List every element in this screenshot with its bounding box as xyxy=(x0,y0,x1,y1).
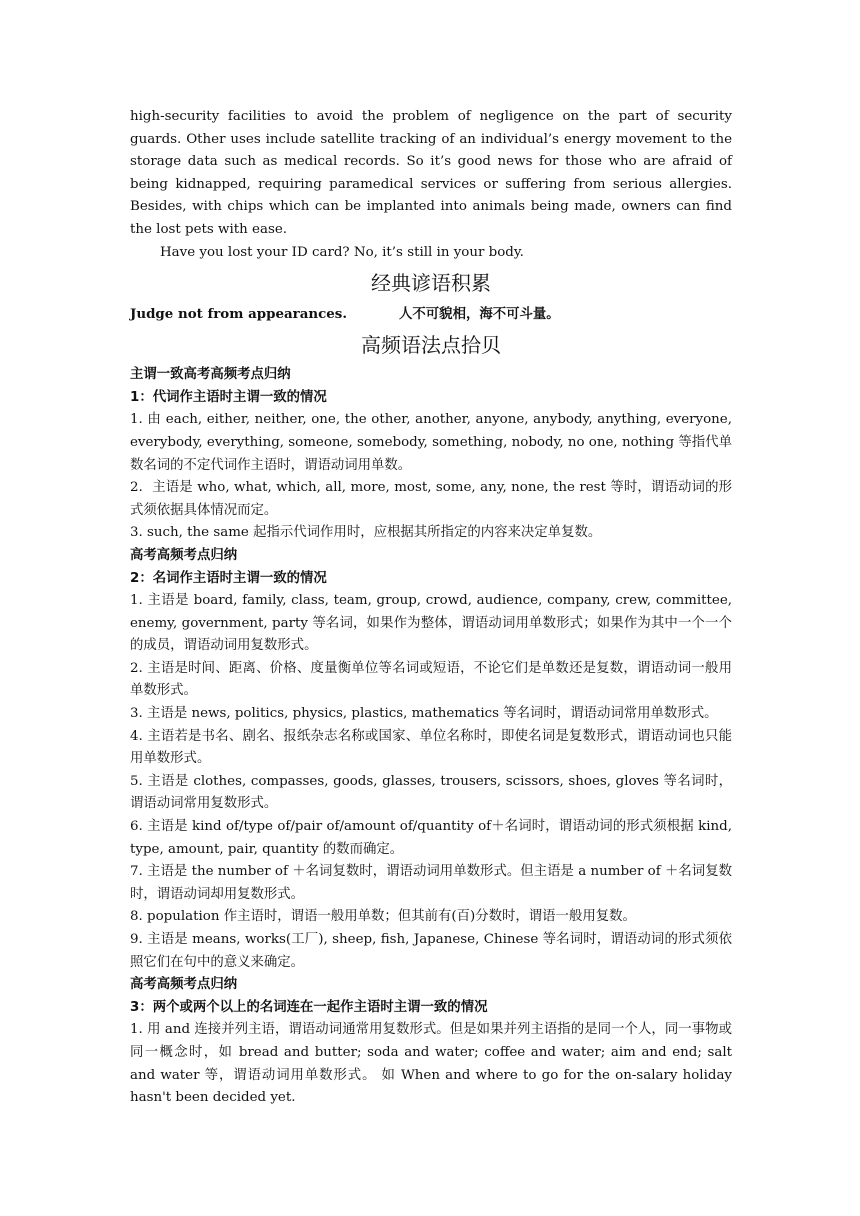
section-2-item: 9. 主语是 means, works(工厂), sheep, fish, Japanese, Chinese 等名词时，谓语动词的形式须依照它们在句中的意义来确定。 xyxy=(130,932,732,970)
section-1-item: 1. 由 each, either, neither, one, the other, another, anyone, anybody, anything, everyone, everybody, everything, someone, somebody, something, nobody, no one, nothing 等指代单数名词的不定代词作主语时，谓语动词用单数。 xyxy=(130,412,732,473)
section-3-label: 高考高频考点归纳 xyxy=(130,977,238,993)
grammar-section-title: 高频语法点拾贝 xyxy=(361,333,501,358)
proverb-chinese: 人不可貌相，海不可斗量。 xyxy=(399,306,560,323)
section-2-item: 8. population 作主语时，谓语一般用单数；但其前有(百)分数时，谓语一般用复数。 xyxy=(130,909,636,925)
section-2-item: 1. 主语是 board, family, class, team, group, crowd, audience, company, crew, committee, enemy, government, party 等名词，如果作为整体，谓语动词用单数形式；如果作为其中一个一个的成员，谓语动词用复数形式。 xyxy=(130,593,732,654)
section-2-item: 3. 主语是 news, politics, physics, plastics, mathematics 等名词时，谓语动词常用单数形式。 xyxy=(130,706,718,722)
grammar-topic: 主谓一致高考高频考点归纳 xyxy=(130,367,291,383)
section-2-item: 7. 主语是 the number of ＋名词复数时，谓语动词用单数形式。但主语是 a number of ＋名词复数时，谓语动词却用复数形式。 xyxy=(130,864,732,902)
section-2-item: 2. 主语是时间、距离、价格、度量衡单位等名词或短语，不论它们是单数还是复数，谓语动词一般用单数形式。 xyxy=(130,660,732,699)
section-1-item: 3. such, the same 起指示代词作用时，应根据其所指定的内容来决定单复数。 xyxy=(130,525,602,541)
section-3-item: 1. 用 and 连接并列主语，谓语动词通常用复数形式。但是如果并列主语指的是同一个人，同一事物或同一概念时，如 bread and butter; soda and water; coffee and water; aim and end; salt and water 等，谓语动词用单数形式。 如 When and where to go for the on-salary holiday hasn't been decided yet. xyxy=(130,1022,732,1106)
section-1-heading: 1：代词作主语时主谓一致的情况 xyxy=(130,389,327,405)
section-2-item: 5. 主语是 clothes, compasses, goods, glasses, trousers, scissors, shoes, gloves 等名词时，谓语动词常用复数形式。 xyxy=(130,773,732,812)
proverb-english: Judge not from appearances. xyxy=(130,306,348,323)
section-1-item: 2．主语是 who, what, which, all, more, most, some, any, none, the rest 等时，谓语动词的形式须依据具体情况而定。 xyxy=(130,480,732,518)
proverb-section-title: 经典谚语积累 xyxy=(371,271,491,296)
section-2-label: 高考高频考点归纳 xyxy=(130,547,238,563)
proverb-line xyxy=(130,302,732,326)
article-paragraph: high-security facilities to avoid the problem of negligence on the part of security guards. Other uses include satellite tracking of an individual’s energy movement to the storage data such as medical records. So it’s good news for those who are afraid of being kidnapped, requiring paramedical services or suffering from serious allergies. Besides, with chips which can be implanted into animals being made, owners can find the lost pets with ease. xyxy=(130,109,732,237)
section-2-heading: 2：名词作主语时主谓一致的情况 xyxy=(130,570,327,586)
section-3-heading: 3：两个或两个以上的名词连在一起作主语时主谓一致的情况 xyxy=(130,999,488,1015)
section-2-item: 4. 主语若是书名、剧名、报纸杂志名称或国家、单位名称时，即使名词是复数形式，谓语动词也只能用单数形式。 xyxy=(130,728,732,767)
article-paragraph-closing: Have you lost your ID card? No, it’s still in your body. xyxy=(160,244,524,260)
section-2-item: 6. 主语是 kind of/type of/pair of/amount of/quantity of＋名词时，谓语动词的形式须根据 kind, type, amount, pair, quantity 的数而确定。 xyxy=(130,819,732,857)
document-page xyxy=(130,106,732,1110)
